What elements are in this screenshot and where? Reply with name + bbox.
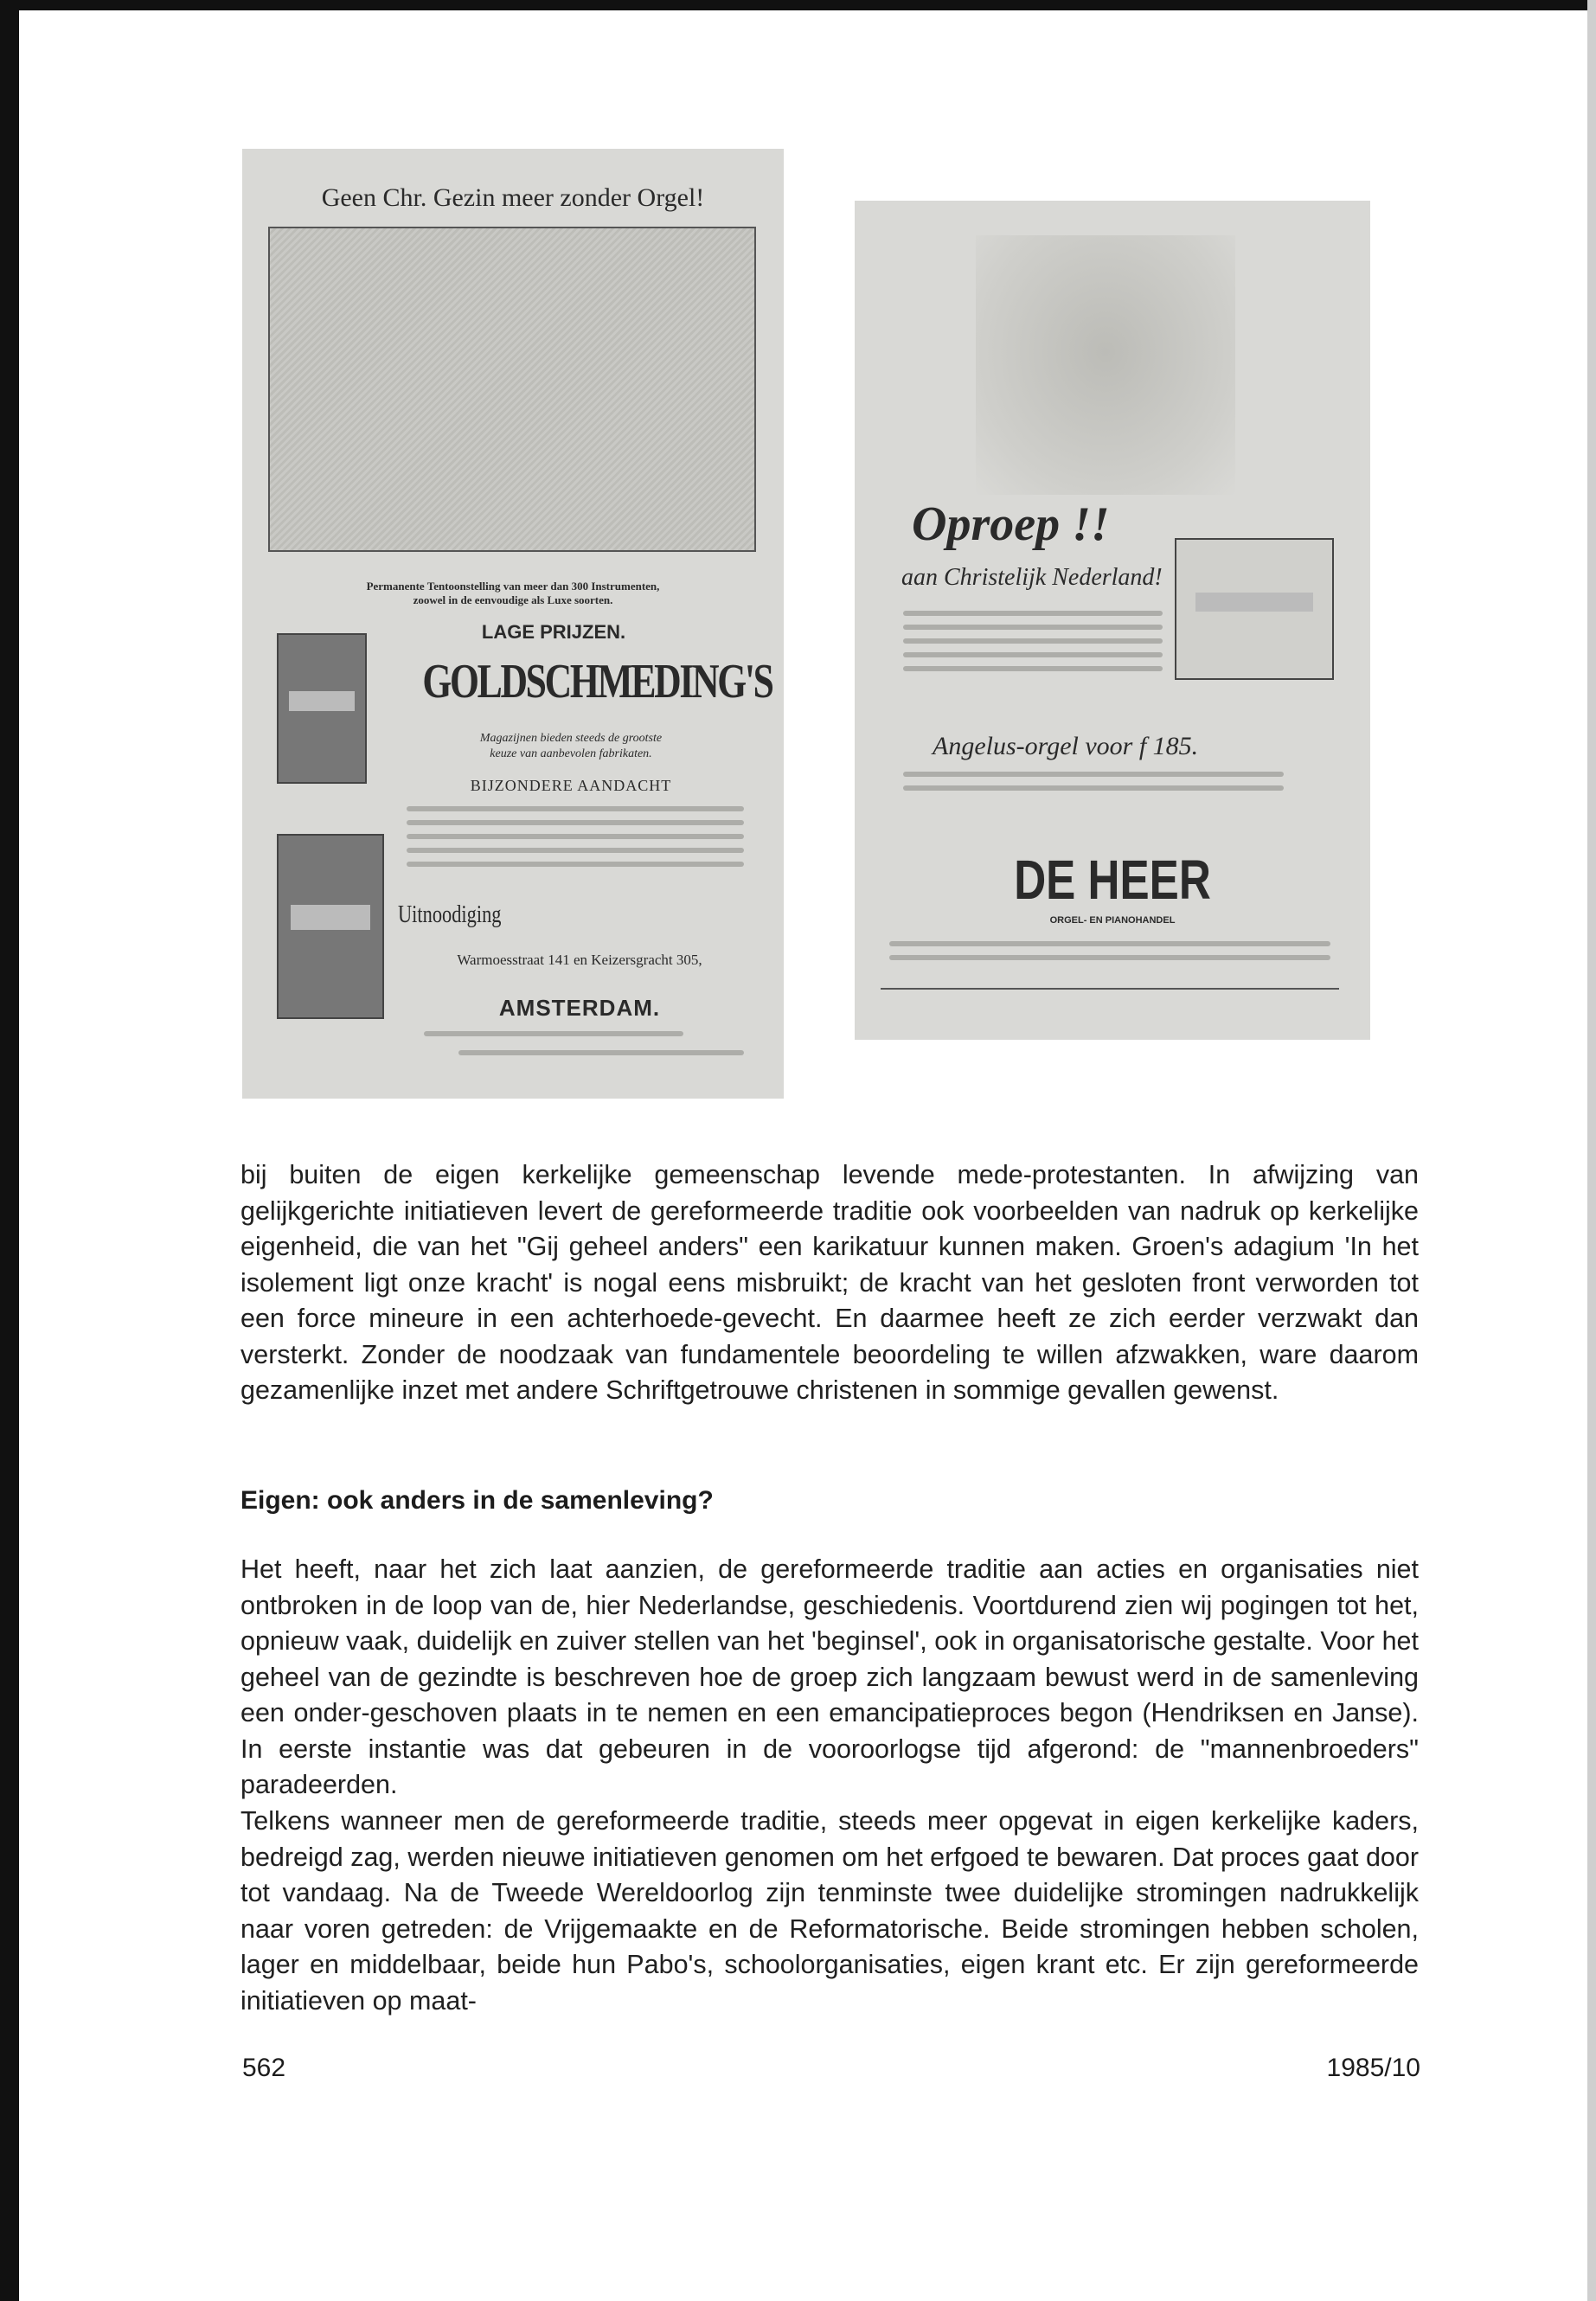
paragraph-1: bij buiten de eigen kerkelijke gemeenschap levende mede-protestanten. In afwijzing van gelijkgerichte initiatieven levert de gereformeerde traditie ook voorbeelden van nadruk op kerkelijke eigenheid, die van het "Gij geheel anders" een karikatuur kunnen maken. Groen's adagium 'In het isolement ligt onze kracht' is nogal eens misbruikt; de kracht van het gesloten front verworden tot een force mineure in een achterhoede-gevecht. En daarmee heeft ze zich eerder verzwakt dan versterkt. Zonder de noodzaak van fundamentele beoordeling te willen afzwakken, ware daarom gezamenlijke inzet met andere Schriftgetrouwe christenen in sommige gevallen gewenst. [240,1160,1419,1405]
ad-oproep-subtitle: aan Christelijk Nederland! [901,564,1163,591]
ad-small-print [903,772,1284,777]
ad-de-heer-brand: DE HEER [1014,849,1211,911]
ad-small-print [407,806,744,811]
ad-small-print [903,666,1163,671]
ad-price-line: Angelus-orgel voor f 185. [933,732,1199,760]
ad-small-print [903,625,1163,630]
ad-oproep: Oproep !! [912,497,1110,551]
page-number: 562 [242,2054,286,2082]
section-heading: Eigen: ook anders in de samenleving? [240,1486,714,1515]
ad-small-print [407,862,744,867]
ad-tagline: Magazijnen bieden steeds de grootste [479,732,663,745]
organ-image [277,834,384,1019]
ad-small-print [407,834,744,839]
ad-special-attention: BIJZONDERE AANDACHT [470,777,672,794]
ad-city: AMSTERDAM. [498,995,661,1021]
ad-small-print [889,941,1330,946]
issue-number: 1985/10 [1326,2054,1420,2082]
ad-low-prices: LAGE PRIJZEN. [481,621,626,643]
ad-small-print [903,652,1163,657]
ad-exhibition-line-2: zoowel in de eenvoudige als Luxe soorten. [413,593,613,606]
ad-headline: Geen Chr. Gezin meer zonder Orgel! [321,183,705,212]
angelus-organ-image [1175,538,1334,680]
ad-brand-name: GOLDSCHMEDING'S [422,655,772,708]
ad-small-print [903,638,1163,644]
ad-tagline-2: keuze van aanbevolen fabrikaten. [490,747,652,760]
family-organ-illustration [268,227,756,552]
ad-de-heer-subtitle: ORGEL- EN PIANOHANDEL [1049,915,1176,926]
ad-address: Warmoesstraat 141 en Keizersgracht 305, [457,952,702,968]
ad-small-print [903,785,1284,791]
goldschmeding-advertisement [242,149,784,1099]
paragraph-2: Het heeft, naar het zich laat aanzien, de gereformeerde traditie aan acties en organisaties niet ontbroken in de loop van de, hier Nederlandse, geschiedenis. Voortdurend zien wij pogingen tot het, opnieuw vaak, duidelijk en zuiver stellen van het 'beginsel', ook in organisatorische gestalte. Voor het geheel van de gezindte is beschreven hoe de groep zich langzaam bewust werd in de samenleving een onder-geschoven plaats in te nemen en een emancipatieproces begon (Hendriksen en Janse). In eerste instantie was dat gebeuren in de vooroorlogse tijd afgerond: de "mannenbroeders" paradeerden. [240,1554,1419,1799]
ad-small-print [889,955,1330,960]
scan-border-left [0,0,19,2301]
ad-exhibition-line: Permanente Tentoonstelling van meer dan 300 Instrumenten, [366,580,660,593]
preacher-illustration [976,235,1235,495]
ad-small-print [458,1050,744,1055]
ad-small-print [407,820,744,825]
ad-divider [881,988,1339,990]
ad-invitation: Uitnoodiging [398,901,502,928]
scan-border-top [0,0,1596,10]
de-heer-advertisement [855,201,1370,1040]
harmonium-image [277,633,367,784]
ad-small-print [424,1031,683,1036]
ad-small-print [903,611,1163,616]
scan-border-right [1587,0,1596,2301]
paragraph-3: Telkens wanneer men de gereformeerde traditie, steeds meer opgevat in eigen kerkelijke kaders, bedreigd zag, werden nieuwe initiatieven genomen om het erfgoed te bewaren. Dat proces gaat door tot vandaag. Na de Tweede Wereldoorlog zijn tenminste twee duidelijke stromingen nadrukkelijk naar voren getreden: de Vrijgemaakte en de Reformatorische. Beide stromingen hebben scholen, lager en middelbaar, beide hun Pabo's, schoolorganisaties, eigen krant etc. Er zijn gereformeerde initiatieven op maat- [240,1806,1419,2016]
ad-small-print [407,848,744,853]
